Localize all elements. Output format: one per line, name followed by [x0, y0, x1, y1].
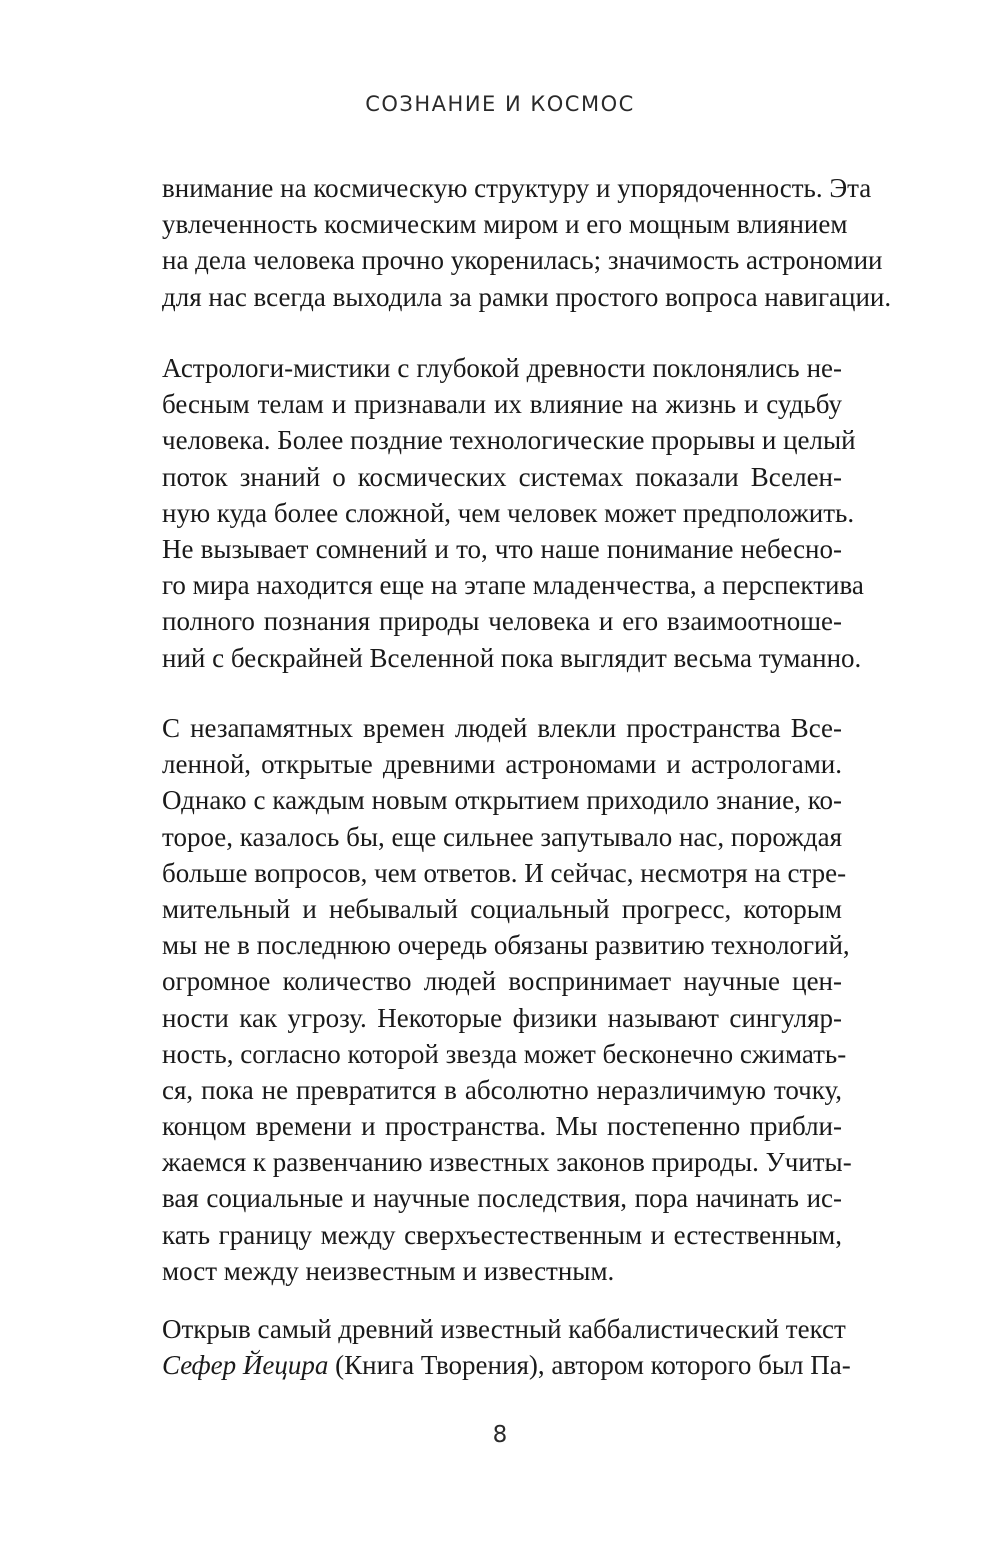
text-line: Астрологи-мистики с глубокой древности поклонялись не- [162, 353, 842, 383]
text-line: ся, пока не превратится в абсолютно неразличимую точку, [162, 1074, 842, 1105]
book-title: Сефер Йецира [162, 1350, 329, 1381]
text-line: ности как угрозу. Некоторые физики называют сингуляр- [162, 1002, 842, 1033]
text-line: мы не в последнюю очередь обязаны развитию технологий, [162, 930, 850, 961]
text-line: жаемся к развенчанию известных законов природы. Учиты- [162, 1147, 852, 1178]
text-line: на дела человека прочно укоренилась; значимость астрономии [162, 245, 883, 276]
text-line: поток знаний о космических системах показали Вселен- [162, 461, 842, 492]
text-line: огромное количество людей воспринимает научные цен- [162, 966, 842, 997]
text-line [162, 1347, 851, 1383]
text-line: увлеченность космическим миром и его мощным влиянием [162, 209, 848, 240]
text-line: ний с бескрайней Вселенной пока выглядит весьма туманно. [162, 642, 862, 673]
paragraph-3 [162, 710, 852, 1289]
text-line: бесным телам и признавали их влияние на жизнь и судьбу [162, 389, 842, 420]
text-line-rest: (Книга Творения), автором которого был Па- [328, 1350, 851, 1381]
text-line: кать границу между сверхъестественным и естественным, [162, 1219, 842, 1250]
text-line: человека. Более поздние технологические прорывы и целый [162, 425, 856, 456]
text-line: Открыв самый древний известный каббалистический текст [162, 1314, 846, 1344]
text-line: больше вопросов, чем ответов. И сейчас, несмотря на стре- [162, 857, 847, 888]
text-line: мительный и небывалый социальный прогресс, которым [162, 893, 842, 924]
text-line: торое, казалось бы, еще сильнее запутывало нас, порождая [162, 821, 842, 852]
text-line: Не вызывает сомнений и то, что наше понимание небесно- [162, 533, 842, 564]
page-number: 8 [492, 1422, 508, 1448]
text-line: внимание на космическую структуру и упорядоченность. Эта [162, 173, 872, 203]
text-line: вая социальные и научные последствия, пора начинать ис- [162, 1183, 842, 1214]
text-line: мост между неизвестным и известным. [162, 1255, 615, 1286]
text-line: ность, согласно которой звезда может бесконечно сжимать- [162, 1038, 847, 1069]
running-header: СОЗНАНИЕ И КОСМОС [365, 92, 635, 116]
text-line: С незапамятных времен людей влекли пространства Все- [162, 713, 842, 743]
text-line: Однако с каждым новым открытием приходило знание, ко- [162, 785, 842, 816]
text-line: концом времени и пространства. Мы постепенно прибли- [162, 1111, 842, 1142]
paragraph-1 [162, 170, 892, 315]
text-line: полного познания природы человека и его взаимоотноше- [162, 606, 842, 637]
text-line: го мира находится еще на этапе младенчества, а перспектива [162, 570, 864, 601]
text-line: для нас всегда выходила за рамки простого вопроса навигации. [162, 281, 892, 312]
text-line: ленной, открытые древними астрономами и астрологами. [162, 749, 842, 780]
text-line: ную куда более сложной, чем человек может предположить. [162, 497, 855, 528]
paragraph-2 [162, 350, 864, 676]
paragraph-4 [162, 1311, 851, 1383]
